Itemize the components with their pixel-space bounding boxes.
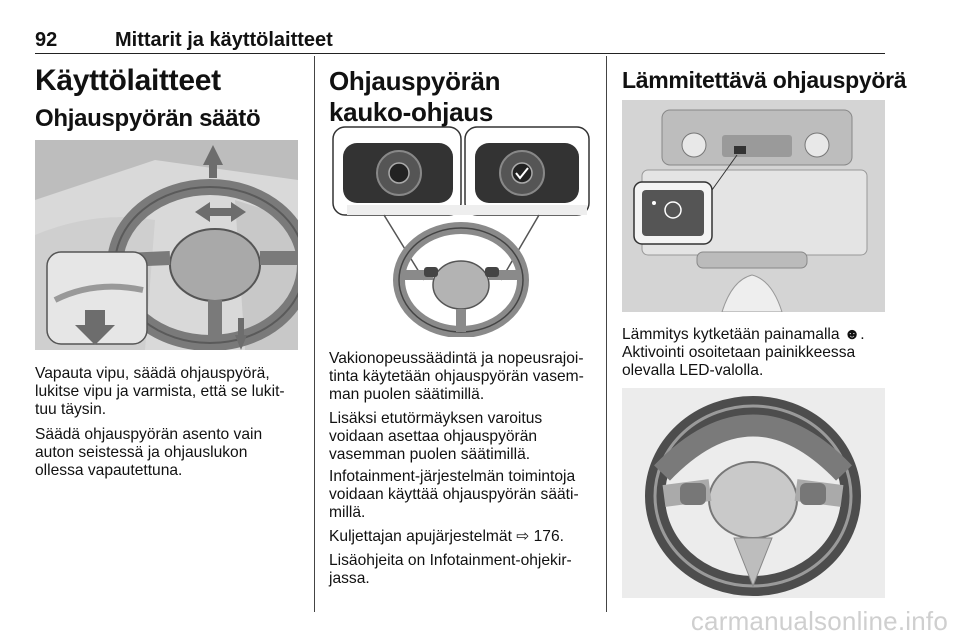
paragraph-adjust-stationary: Säädä ohjauspyörän asento vain auton seistessä ja ohjauslukon ollessa vapautettuna. [35, 426, 263, 479]
paragraph-further-info: Lisäohjeita on Infotainment-ohjekir- jassa. [329, 552, 572, 587]
paragraph-collision-warning: Lisäksi etutörmäyksen varoitus voidaan asettaa ohjauspyörän vasemman puolen säätimillä. [329, 410, 543, 463]
paragraph-driver-assistance-ref: Kuljettajan apujärjestelmät ⇨ 176. [329, 528, 564, 545]
heated-steering-button-illustration [622, 100, 885, 312]
chapter-title: Mittarit ja käyttölaitteet [115, 29, 333, 51]
steering-wheel-controls-illustration [329, 125, 592, 337]
section-heading-heated-steering: Lämmitettävä ohjauspyörä [622, 67, 907, 93]
section-heading: Käyttölaitteet [35, 64, 221, 97]
subsection-heading-steering-adjust: Ohjauspyörän säätö [35, 105, 261, 132]
paragraph-release-lever: Vapauta vipu, säädä ohjauspyörä, lukitse vipu ja varmista, että se lukit- tuu täysin. [35, 365, 285, 418]
heated-steering-wheel-illustration [622, 388, 885, 598]
header-rule [35, 53, 885, 54]
section-heading-remote-control: Ohjauspyörän kauko-ohjaus [329, 66, 501, 127]
page-number: 92 [35, 29, 58, 51]
column-divider-2 [606, 56, 607, 612]
steering-adjust-illustration [35, 140, 298, 350]
paragraph-heated-activation: Lämmitys kytketään painamalla ☻. Aktivointi osoitetaan painikkeessa olevalla LED-valolla. [622, 326, 865, 379]
paragraph-cruise-control: Vakionopeussäädintä ja nopeusrajoi- tinta käytetään ohjauspyörän vasem- man puolen säätimillä. [329, 350, 584, 403]
paragraph-infotainment: Infotainment-järjestelmän toimintoja voidaan käyttää ohjauspyörän sääti- millä. [329, 468, 579, 521]
watermark: carmanualsonline.info [690, 606, 948, 636]
column-divider-1 [314, 56, 315, 612]
